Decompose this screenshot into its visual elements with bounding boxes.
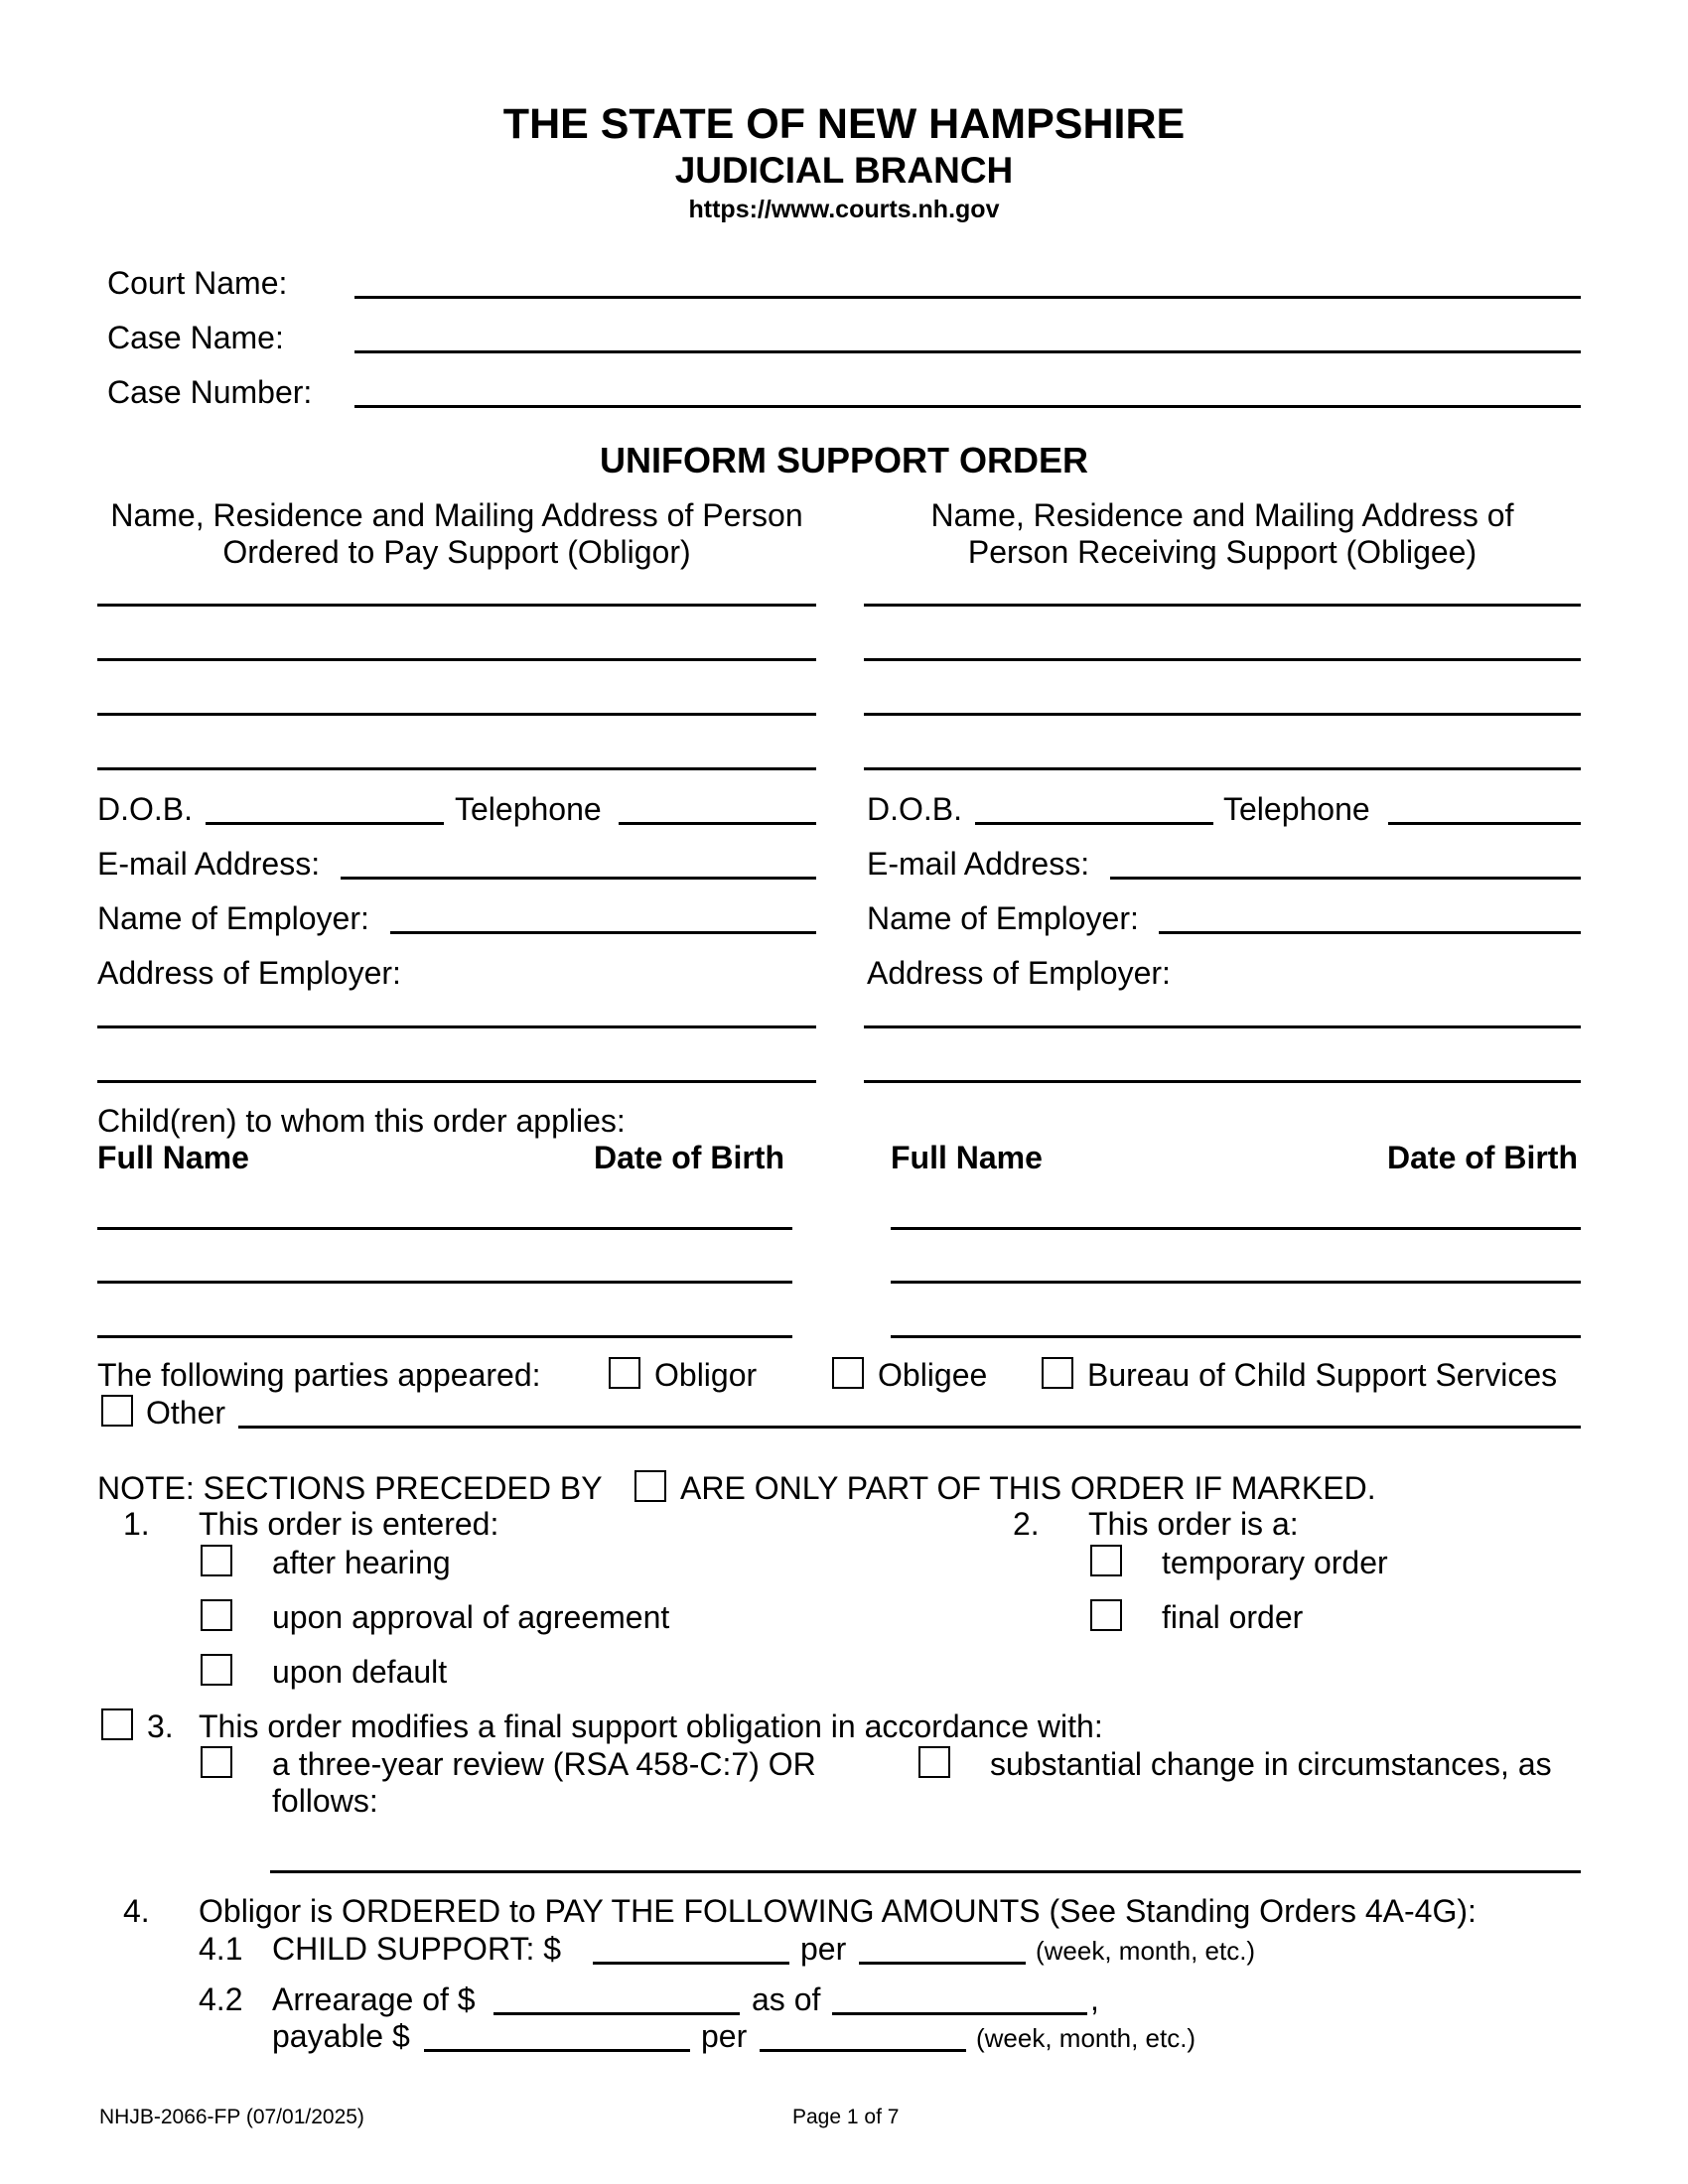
obligor-employer-address-label: Address of Employer: [97, 955, 401, 991]
form-id: NHJB-2066-FP (07/01/2025) [99, 2106, 364, 2128]
court-name-label: Court Name: [107, 265, 288, 301]
final-order-checkbox[interactable] [1090, 1599, 1122, 1631]
case-number-label: Case Number: [107, 374, 313, 410]
obligee-employer-label: Name of Employer: [867, 900, 1139, 936]
case-name-field[interactable] [354, 350, 1581, 353]
obligor-address-line[interactable] [97, 658, 816, 661]
obligor-address-line[interactable] [97, 767, 816, 770]
section3-follows-label: follows: [272, 1783, 378, 1819]
court-name-field[interactable] [354, 296, 1581, 299]
children-full-name-header-right: Full Name [891, 1140, 1043, 1175]
obligee-employer-field[interactable] [1159, 931, 1581, 934]
court-url[interactable]: https://www.courts.nh.gov [688, 196, 1000, 223]
three-year-review-checkbox[interactable] [201, 1746, 232, 1778]
obligor-appeared-label: Obligor [654, 1357, 758, 1393]
obligor-dob-field[interactable] [206, 822, 444, 825]
section2-label: This order is a: [1088, 1506, 1299, 1542]
obligee-address-line[interactable] [864, 767, 1581, 770]
section3-checkbox[interactable] [101, 1708, 133, 1740]
three-year-review-label: a three-year review (RSA 458-C:7) OR [272, 1746, 816, 1782]
substantial-change-checkbox[interactable] [918, 1746, 950, 1778]
child-support-period-hint: (week, month, etc.) [1036, 1936, 1256, 1966]
arrearage-comma: , [1090, 1981, 1099, 2017]
bureau-appeared-label: Bureau of Child Support Services [1087, 1357, 1558, 1393]
temporary-order-label: temporary order [1162, 1545, 1388, 1580]
child-support-label: CHILD SUPPORT: $ [272, 1931, 562, 1967]
obligor-appeared-checkbox[interactable] [609, 1357, 640, 1389]
obligor-email-label: E-mail Address: [97, 846, 321, 882]
obligor-address-line[interactable] [97, 604, 816, 607]
obligee-heading-line1: Name, Residence and Mailing Address of [930, 497, 1514, 533]
obligor-telephone-field[interactable] [619, 822, 816, 825]
obligee-appeared-label: Obligee [878, 1357, 988, 1393]
arrearage-as-of-label: as of [752, 1981, 821, 2017]
case-number-field[interactable] [354, 405, 1581, 408]
section3-explanation-field[interactable] [270, 1870, 1581, 1873]
section3-number: 3. [147, 1708, 174, 1744]
child-entry-line[interactable] [891, 1227, 1581, 1230]
obligor-dob-label: D.O.B. [97, 791, 194, 827]
child-entry-line[interactable] [891, 1281, 1581, 1284]
child-support-period-field[interactable] [859, 1962, 1026, 1965]
arrearage-amount-field[interactable] [493, 2012, 740, 2015]
children-intro: Child(ren) to whom this order applies: [97, 1103, 626, 1139]
obligee-dob-label: D.O.B. [867, 791, 963, 827]
obligor-telephone-label: Telephone [455, 791, 602, 827]
note-text-after: ARE ONLY PART OF THIS ORDER IF MARKED. [680, 1470, 1376, 1506]
children-full-name-header-left: Full Name [97, 1140, 249, 1175]
obligor-employer-address-line[interactable] [97, 1025, 816, 1028]
substantial-change-label: substantial change in circumstances, as [990, 1746, 1552, 1782]
after-hearing-label: after hearing [272, 1545, 451, 1580]
child-entry-line[interactable] [97, 1227, 792, 1230]
obligee-address-line[interactable] [864, 658, 1581, 661]
child-support-amount-field[interactable] [593, 1962, 789, 1965]
section4-label: Obligor is ORDERED to PAY THE FOLLOWING AMOUNTS (See Standing Orders 4A-4G): [199, 1893, 1477, 1929]
obligor-heading-line1: Name, Residence and Mailing Address of Person [110, 497, 803, 533]
section1-label: This order is entered: [199, 1506, 499, 1542]
obligee-telephone-field[interactable] [1388, 822, 1581, 825]
obligee-email-label: E-mail Address: [867, 846, 1090, 882]
obligee-email-field[interactable] [1110, 877, 1581, 880]
children-dob-header-right: Date of Birth [1387, 1140, 1578, 1175]
obligee-employer-address-line[interactable] [864, 1080, 1581, 1083]
obligee-employer-address-label: Address of Employer: [867, 955, 1171, 991]
obligee-address-line[interactable] [864, 604, 1581, 607]
upon-default-checkbox[interactable] [201, 1654, 232, 1686]
page-number: Page 1 of 7 [792, 2106, 900, 2128]
obligee-appeared-checkbox[interactable] [832, 1357, 864, 1389]
section3-label: This order modifies a final support obligation in accordance with: [199, 1708, 1103, 1744]
payable-period-hint: (week, month, etc.) [976, 2023, 1196, 2053]
child-entry-line[interactable] [97, 1335, 792, 1338]
obligor-heading-line2: Ordered to Pay Support (Obligor) [222, 534, 691, 570]
branch-title: JUDICIAL BRANCH [674, 150, 1014, 191]
child-entry-line[interactable] [97, 1281, 792, 1284]
obligee-employer-address-line[interactable] [864, 1025, 1581, 1028]
obligee-dob-field[interactable] [975, 822, 1213, 825]
approval-of-agreement-checkbox[interactable] [201, 1599, 232, 1631]
note-text-before: NOTE: SECTIONS PRECEDED BY [97, 1470, 603, 1506]
arrearage-label: Arrearage of $ [272, 1981, 476, 2017]
obligee-heading-line2: Person Receiving Support (Obligee) [967, 534, 1477, 570]
form-title: UNIFORM SUPPORT ORDER [599, 440, 1088, 480]
payable-period-field[interactable] [760, 2049, 966, 2052]
state-title: THE STATE OF NEW HAMPSHIRE [502, 100, 1186, 148]
payable-amount-field[interactable] [424, 2049, 690, 2052]
child-entry-line[interactable] [891, 1335, 1581, 1338]
section42-number: 4.2 [199, 1981, 243, 2017]
other-appeared-label: Other [146, 1395, 226, 1431]
payable-per-label: per [701, 2018, 748, 2054]
appearance-label: The following parties appeared: [97, 1357, 541, 1393]
case-name-label: Case Name: [107, 320, 284, 355]
bureau-appeared-checkbox[interactable] [1042, 1357, 1073, 1389]
obligee-address-line[interactable] [864, 713, 1581, 716]
other-appeared-field[interactable] [238, 1426, 1581, 1429]
children-dob-header-left: Date of Birth [594, 1140, 784, 1175]
temporary-order-checkbox[interactable] [1090, 1545, 1122, 1576]
other-appeared-checkbox[interactable] [101, 1395, 133, 1427]
section41-number: 4.1 [199, 1931, 243, 1967]
child-support-per-label: per [800, 1931, 847, 1967]
after-hearing-checkbox[interactable] [201, 1545, 232, 1576]
obligor-employer-label: Name of Employer: [97, 900, 369, 936]
section1-number: 1. [123, 1506, 150, 1542]
approval-of-agreement-label: upon approval of agreement [272, 1599, 670, 1635]
obligee-telephone-label: Telephone [1223, 791, 1370, 827]
arrearage-date-field[interactable] [832, 2012, 1087, 2015]
obligor-employer-field[interactable] [390, 931, 816, 934]
obligor-employer-address-line[interactable] [97, 1080, 816, 1083]
upon-default-label: upon default [272, 1654, 448, 1690]
obligor-email-field[interactable] [341, 877, 816, 880]
section4-number: 4. [123, 1893, 150, 1929]
payable-label: payable $ [272, 2018, 410, 2054]
note-checkbox-sample [634, 1470, 666, 1502]
obligor-address-line[interactable] [97, 713, 816, 716]
final-order-label: final order [1162, 1599, 1304, 1635]
section2-number: 2. [1013, 1506, 1040, 1542]
